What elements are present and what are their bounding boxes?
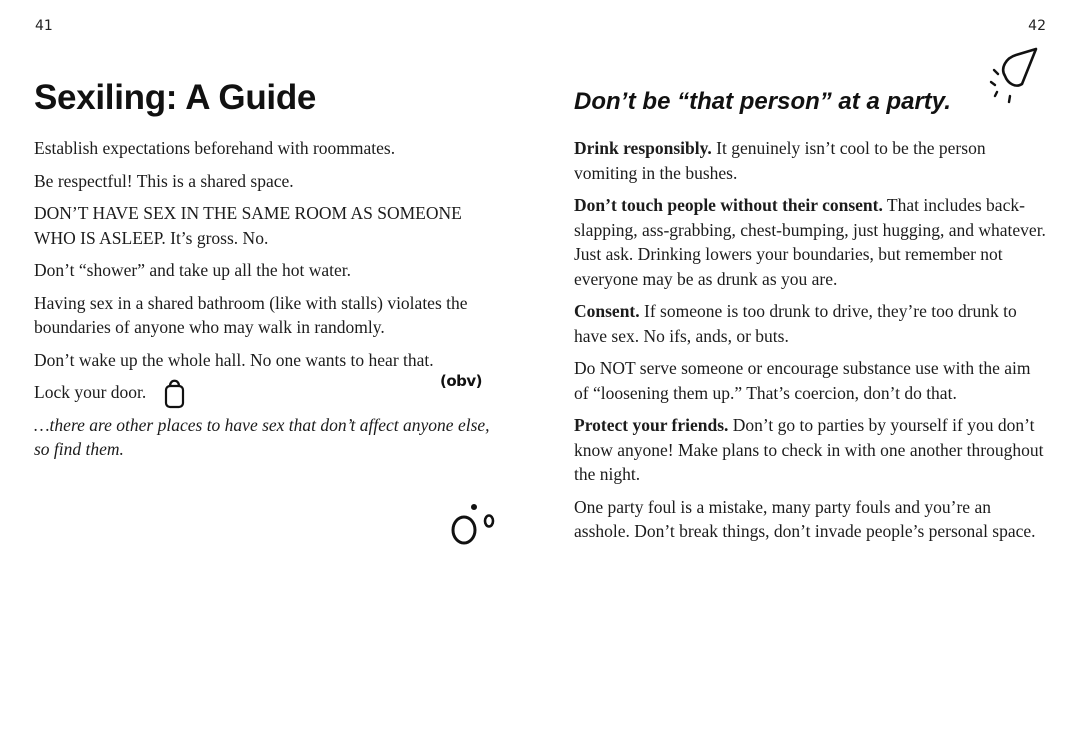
tip-text: If someone is too drunk to drive, they’re too drunk to have sex. No ifs, ands, or buts.	[574, 301, 1017, 346]
tip-expectations: Establish expectations beforehand with roommates.	[34, 138, 396, 158]
tip-heading: Consent.	[574, 301, 640, 321]
page-number-left: 41	[35, 18, 53, 34]
page-number-right: 42	[1028, 18, 1046, 34]
tip-text: That includes back-slapping, ass-grabbing, chest-bumping, just hugging, and whatever. Just ask. Drinking lowers your boundaries, but remember not everyone may be as drunk as you are.	[574, 195, 1046, 289]
obv-annotation: (obv)	[440, 372, 483, 390]
tip-text: It genuinely isn’t cool to be the person vomiting in the bushes.	[574, 138, 986, 183]
tip-no-coercion: Do NOT serve someone or encourage substance use with the aim of “loosening them up.” That’s coercion, don’t do that.	[574, 358, 1031, 403]
tip-heading: Drink responsibly.	[574, 138, 712, 158]
tip-protect-friends	[574, 413, 1049, 487]
tip-wake-hall: Don’t wake up the whole hall. No one wants to hear that.	[34, 349, 434, 370]
tip-heading: Protect your friends.	[574, 415, 729, 435]
tip-consent-touch	[574, 193, 1049, 291]
tip-respectful: Be respectful! This is a shared space.	[34, 170, 294, 191]
right-page-body	[574, 136, 1049, 552]
tip-consent	[574, 299, 1049, 348]
page-title-left: Sexiling: A Guide	[34, 78, 317, 117]
tip-bathroom: Having sex in a shared bathroom (like with stalls) violates the boundaries of anyone who may walk in randomly.	[34, 292, 468, 337]
page-title-right: Don’t be “that person” at a party.	[574, 88, 951, 115]
tip-asleep: DON’T HAVE SEX IN THE SAME ROOM AS SOMEONE WHO IS ASLEEP. It’s gross. No.	[34, 203, 462, 248]
tip-other-places: …there are other places to have sex that don’t affect anyone else, so find them.	[34, 414, 490, 459]
tip-heading: Don’t touch people without their consent.	[574, 195, 883, 215]
lock-icon	[163, 374, 187, 410]
tip-shower: Don’t “shower” and take up all the hot water.	[34, 260, 352, 280]
tip-text: Don’t go to parties by yourself if you don’t know anyone! Make plans to check in with one another throughout the night.	[574, 415, 1044, 484]
bubbles-icon	[448, 502, 500, 550]
tip-lock-door: Lock your door.	[34, 382, 147, 402]
tip-party-foul: One party foul is a mistake, many party fouls and you’re an asshole. Don’t break things, don’t invade people’s personal space.	[574, 496, 1036, 541]
tip-drink-responsibly	[574, 136, 1049, 185]
party-cone-icon	[986, 46, 1042, 108]
left-page-body	[34, 136, 504, 470]
